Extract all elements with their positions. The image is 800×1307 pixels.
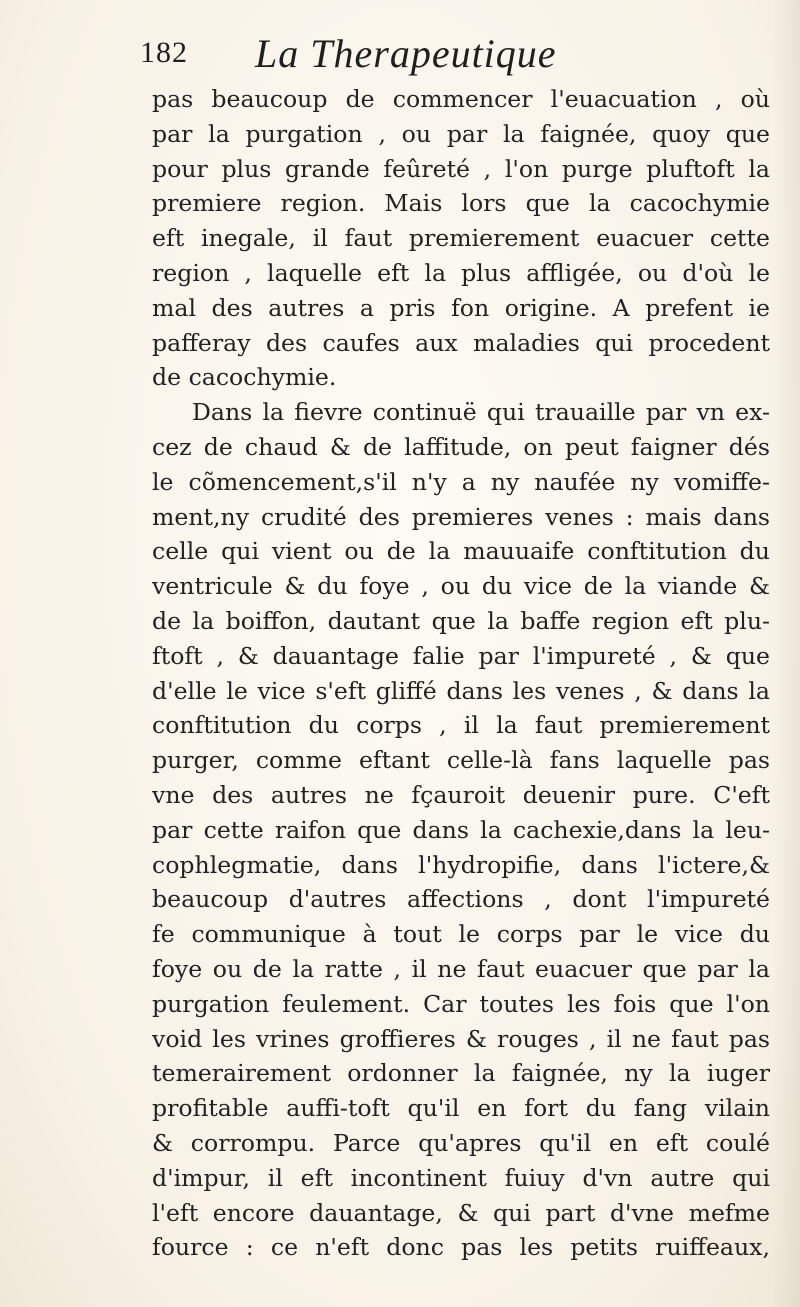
page-header (140, 30, 760, 82)
text-line: conftitution du corps , il la faut premierement (152, 711, 770, 740)
text-line: d'impur, il eft incontinent fuiuy d'vn autre qui (152, 1163, 770, 1192)
text-line: l'eft encore dauantage, & qui part d'vne mefme (152, 1198, 770, 1227)
text-line: & corrompu. Parce qu'apres qu'il en eft coulé (152, 1128, 770, 1157)
text-line: temerairement ordonner la faignée, ny la iuger (152, 1059, 770, 1088)
text-line: cez de chaud & de laffitude, on peut faigner dés (152, 432, 770, 461)
text-line: ftoft , & dauantage falie par l'impureté , & que (152, 641, 770, 670)
text-line: cophlegmatie, dans l'hydropifie, dans l'ictere,& (152, 850, 770, 879)
text-line: par cette raifon que dans la cachexie,dans la leu- (152, 815, 770, 844)
text-line: celle qui vient ou de la mauuaife conftitution du (152, 537, 770, 566)
running-title: La Therapeutique (255, 31, 557, 76)
text-line: beaucoup d'autres affections , dont l'impureté (152, 885, 770, 914)
text-line: ment,ny crudité des premieres venes : mais dans (152, 502, 770, 531)
text-line: pas beaucoup de commencer l'euacuation , où (152, 85, 770, 113)
text-line: pour plus grande feûreté , l'on purge pluftoft la (152, 154, 770, 183)
text-line: vne des autres ne fçauroit deuenir pure. C'eft (152, 780, 770, 809)
text-line: purgation feulement. Car toutes les fois que l'on (152, 989, 770, 1018)
text-line: Dans la fievre continuë qui trauaille par vn ex- (192, 398, 770, 427)
text-line: par la purgation , ou par la faignée, quoy que (152, 119, 770, 148)
text-line: ventricule & du foye , ou du vice de la viande & (152, 572, 770, 601)
text-line: pafferay des caufes aux maladies qui procedent (152, 328, 770, 357)
page-number: 182 (140, 36, 188, 69)
text-line: de la boiffon, dautant que la baffe region eft plu- (152, 606, 770, 635)
text-line: premiere region. Mais lors que la cacochymie (152, 189, 770, 218)
text-line: mal des autres a pris fon origine. A prefent ie (152, 293, 770, 322)
text-line: le cõmencement,s'il n'y a ny naufée ny vomiffe- (152, 467, 770, 496)
text-line: purger, comme eftant celle-là fans laquelle pas (152, 746, 770, 775)
text-line: void les vrines groffieres & rouges , il ne faut pas (152, 1024, 770, 1053)
text-line: eft inegale, il faut premierement euacuer cette (152, 224, 770, 253)
body-text (152, 82, 770, 1265)
text-line: profitable auffi-toft qu'il en fort du fang vilain (152, 1094, 770, 1123)
text-line: fource : ce n'eft donc pas les petits ruiffeaux, (152, 1233, 770, 1262)
text-line: foye ou de la ratte , il ne faut euacuer que par la (152, 954, 770, 983)
text-line: fe communique à tout le corps par le vice du (152, 920, 770, 949)
text-line: de cacochymie. (152, 363, 337, 392)
text-line: d'elle le vice s'eft gliffé dans les venes , & dans la (152, 676, 770, 705)
text-line: region , laquelle eft la plus affligée, ou d'où le (152, 258, 770, 287)
page-edge-shadow (772, 0, 800, 1307)
